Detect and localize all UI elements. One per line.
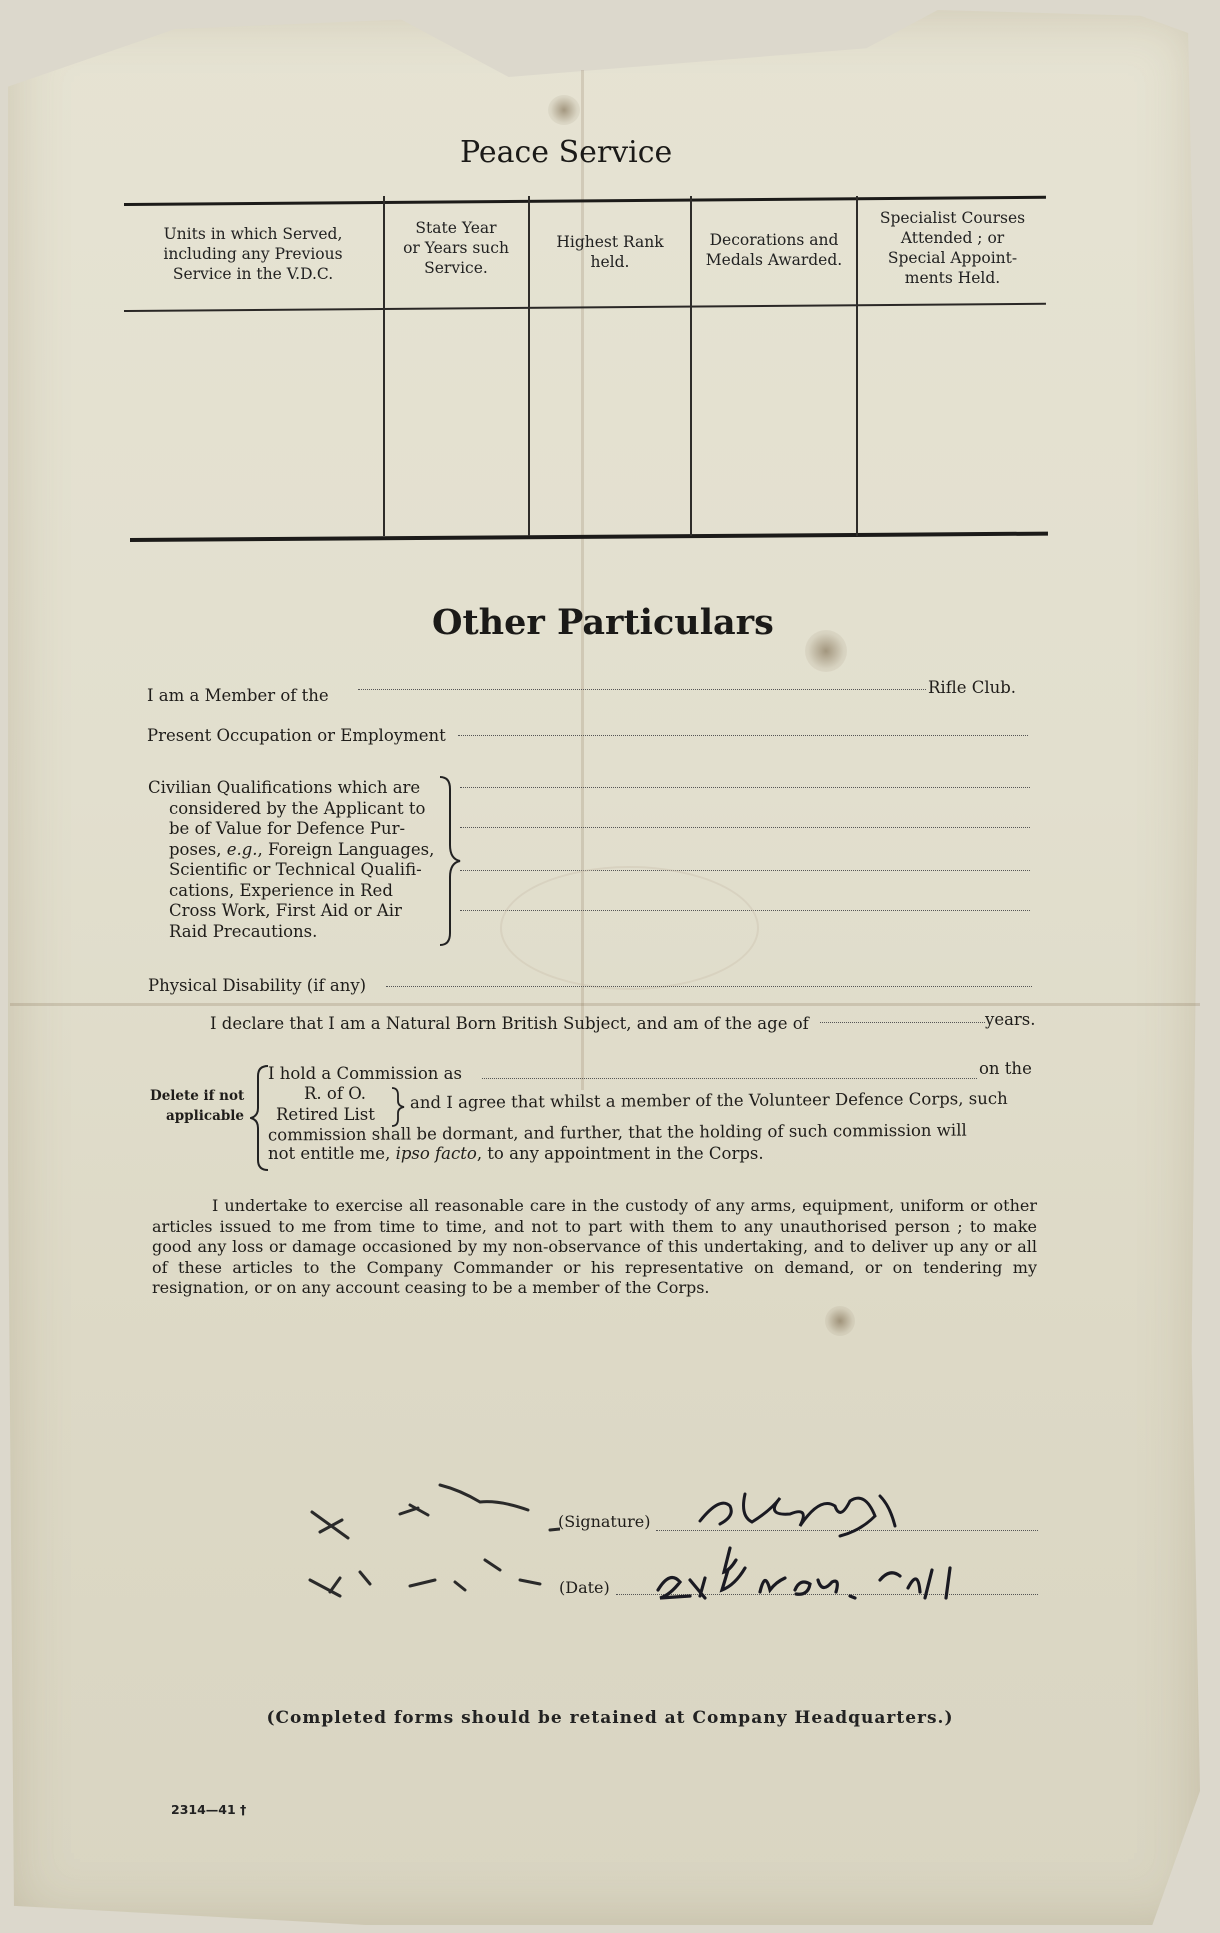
disability-label: Physical Disability (if any) bbox=[148, 976, 367, 995]
column-divider bbox=[383, 196, 385, 536]
member-suffix: Rifle Club. bbox=[928, 678, 1017, 697]
commission-dormant: commission shall be dormant, and further, that the holding of such commission will bbox=[267, 1120, 967, 1145]
reserve-brace bbox=[390, 1086, 408, 1128]
declaration-suffix: years. bbox=[985, 1010, 1036, 1029]
section-title-other-particulars: Other Particulars bbox=[432, 602, 774, 643]
footer-note: (Completed forms should be retained at Company Headquarters.) bbox=[266, 1708, 954, 1728]
column-header: Highest Rank held. bbox=[556, 233, 664, 271]
commission-label: I hold a Commission as bbox=[268, 1064, 462, 1083]
signature-label: (Signature) bbox=[558, 1512, 651, 1531]
qualifications-line: Cross Work, First Aid or Air bbox=[169, 901, 402, 920]
pencil-scribbles bbox=[300, 1480, 560, 1610]
stain-mark bbox=[825, 1306, 855, 1336]
qualifications-line: considered by the Applicant to bbox=[169, 798, 426, 818]
commission-field[interactable] bbox=[482, 1078, 977, 1079]
declaration-label: I declare that I am a Natural Born British Subject, and am of the age of bbox=[210, 1014, 809, 1033]
qualifications-line: Scientific or Technical Qualifi- bbox=[169, 860, 422, 879]
occupation-label: Present Occupation or Employment bbox=[147, 726, 446, 745]
qualifications-line: Civilian Qualifications which are bbox=[148, 778, 421, 797]
qualifications-line: poses, e.g., Foreign Languages, bbox=[169, 839, 435, 859]
stain-mark bbox=[805, 630, 847, 672]
occupation-field[interactable] bbox=[458, 735, 1028, 736]
table-rule bbox=[124, 196, 1046, 206]
qualifications-line: cations, Experience in Red bbox=[169, 880, 393, 900]
section-title-peace-service: Peace Service bbox=[460, 135, 673, 170]
column-header: State Year or Years such Service. bbox=[403, 219, 509, 277]
table-rule bbox=[124, 303, 1046, 312]
undertaking-paragraph bbox=[152, 1196, 1037, 1299]
peace-service-table bbox=[124, 188, 1046, 548]
commission-on-the: on the bbox=[979, 1059, 1032, 1078]
commission-entitle: not entitle me, ipso facto, to any appointment in the Corps. bbox=[268, 1144, 764, 1163]
delete-note: Delete if not bbox=[150, 1088, 245, 1104]
stain-mark bbox=[548, 95, 580, 125]
column-header: Specialist Courses Attended ; or Special Appoint- ments Held. bbox=[879, 209, 1026, 287]
qualifications-field-line[interactable] bbox=[460, 827, 1030, 828]
qualifications-field-line[interactable] bbox=[460, 870, 1030, 871]
qualifications-brace bbox=[436, 775, 466, 947]
column-header: Decorations and Medals Awarded. bbox=[705, 231, 843, 269]
reserve-label: R. of O. bbox=[304, 1084, 367, 1103]
qualifications-label bbox=[148, 778, 444, 942]
qualifications-line: Raid Precautions. bbox=[169, 921, 318, 941]
reserve-label: Retired List bbox=[276, 1105, 375, 1124]
column-divider bbox=[856, 196, 858, 536]
column-header: Units in which Served, including any Previous Service in the V.D.C. bbox=[163, 225, 343, 283]
delete-note: applicable bbox=[166, 1108, 245, 1124]
commission-agree: and I agree that whilst a member of the Volunteer Defence Corps, such bbox=[409, 1088, 1008, 1113]
form-code: 2314—41 † bbox=[171, 1802, 247, 1817]
date-label: (Date) bbox=[559, 1578, 610, 1597]
undertaking-text: I undertake to exercise all reasonable care in the custody of any arms, equipment, uniform or other articles issued to me from time to time, and not to part with them to any unauthorised person ; to make good any loss or damage occasioned by my non-observance of this undertaking, and to deliver up any or all of these articles to the Company Commander or his representative on demand, or on tendering my resignation, or on any account ceasing to be a member of the Corps. bbox=[152, 1196, 1037, 1297]
column-divider bbox=[528, 196, 530, 536]
qualifications-line: be of Value for Defence Pur- bbox=[169, 819, 406, 838]
age-field[interactable] bbox=[820, 1022, 985, 1023]
member-club-field[interactable] bbox=[358, 689, 926, 690]
qualifications-field-line[interactable] bbox=[460, 787, 1030, 788]
fold-line-horizontal bbox=[10, 1003, 1200, 1006]
member-label: I am a Member of the bbox=[147, 686, 329, 705]
table-rule bbox=[130, 532, 1048, 542]
watermark-seal bbox=[500, 866, 759, 990]
handwritten-signature bbox=[690, 1476, 930, 1546]
handwritten-date bbox=[650, 1540, 1010, 1610]
disability-field[interactable] bbox=[386, 986, 1032, 987]
column-divider bbox=[690, 196, 692, 536]
